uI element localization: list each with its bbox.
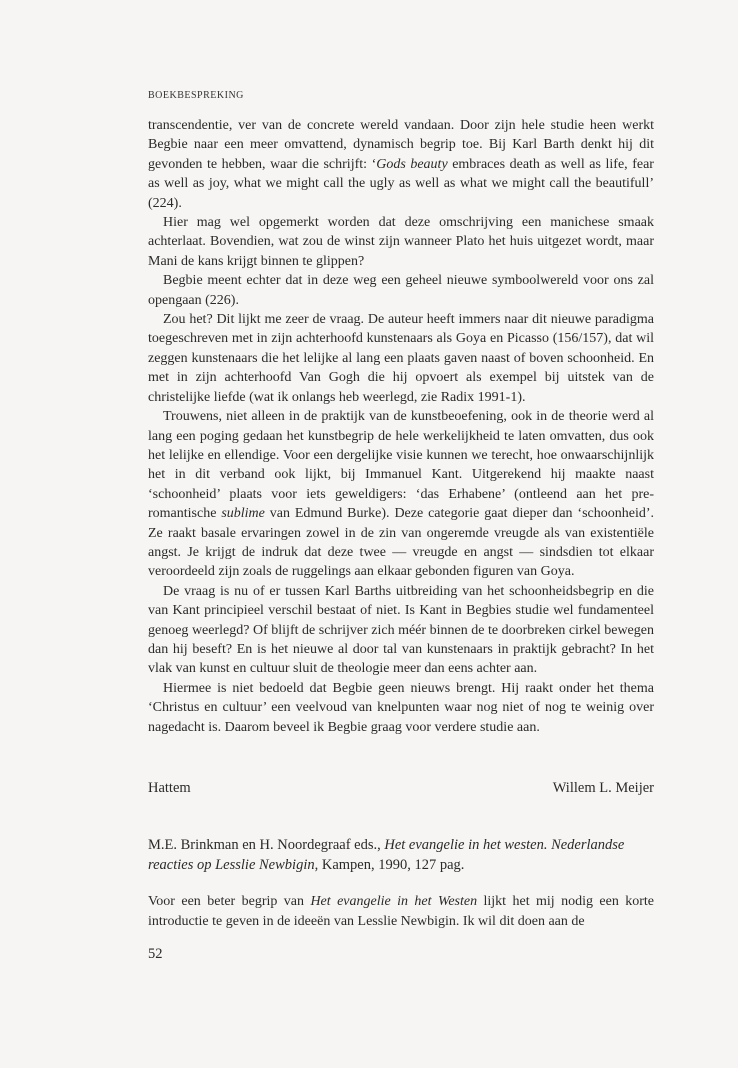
review-body-text: [148, 116, 654, 737]
signature-author: Willem L. Meijer: [552, 780, 654, 796]
paragraph-text: van Edmund Burke). Deze categorie gaat dieper dan ‘schoonheid’. Ze raakt basale ervaringen zowel in de zin van ongeremde vreugde als van existentiële angst. Je krijgt de indruk dat deze twee — vreugde en angst — sindsdien tot elkaar veroordeeld zijn zoals de ruggelings aan elkaar gebonden figuren van Goya.: [148, 506, 655, 580]
paragraph-text: Hiermee is niet bedoeld dat Begbie geen nieuws brengt. Hij raakt onder het thema ‘Christus en cultuur’ een veelvoud van knelpunten waar nog niet of nog te weinig over nagedacht is. Daarom beveel ik Begbie graag voor verdere studie aan.: [148, 680, 654, 735]
body-paragraph: [148, 310, 654, 407]
italic-phrase: sublime: [221, 506, 265, 522]
signature-place: Hattem: [148, 780, 191, 796]
running-head: BOEKBESPREKING: [148, 90, 244, 101]
intro-text-after: lijkt het mij nodig een korte introductie te geven in de ideeën van Lesslie Newbigin. Ik wil dit doen aan de: [148, 894, 655, 929]
review-signature: [148, 780, 654, 797]
review-intro-paragraph: [148, 892, 654, 932]
body-paragraph: [148, 582, 654, 679]
intro-text-before: Voor een beter begrip van: [148, 894, 311, 909]
intro-book-title: Het evangelie in het Westen: [310, 894, 478, 909]
citation-editors: M.E. Brinkman en H. Noordegraaf eds.,: [148, 837, 385, 853]
body-paragraph: [148, 271, 654, 310]
book-citation: [148, 835, 654, 875]
paragraph-text: Hier mag wel opgemerkt worden dat deze omschrijving een manichese smaak achterlaat. Bovendien, wat zou de winst zijn wanneer Plato het huis uitgezet wordt, maar Mani de kans krijgt binnen te glippen?: [148, 215, 654, 269]
italic-phrase: Gods beauty: [376, 156, 448, 172]
body-paragraph: [148, 213, 654, 271]
paragraph-text: De vraag is nu of er tussen Karl Barths uitbreiding van het schoonheidsbegrip en die van Kant principieel verschil bestaat of niet. Is Kant in Begbies studie wel fundamenteel genoeg weerlegd? Of blijft de schrijver zich méér binnen de te doorbreken cirkel bewegen dan hij beseft? En is het nieuwe al door tal van kunstenaars in praktijk gebracht? In het vlak van kunst en cultuur sluit de theologie meer dan eens achter aan.: [148, 583, 654, 677]
citation-title: Het evangelie in het westen. Nederlandse reacties op Lesslie Newbigin: [148, 837, 625, 873]
paragraph-text: Trouwens, niet alleen in de praktijk van de kunstbeoefening, ook in de theorie werd al lang een poging gedaan het kunstbegrip de hele werkelijkheid te laten omvatten, dus ook het lelijke en ellendige. Voor een dergelijke visie kunnen we terecht, hoe onwaarschijnlijk het in dit verband ook lijkt, bij Immanuel Kant. Uitgerekend hij maakte naast ‘schoonheid’ plaats voor iets geweldigers: ‘das Erhabene’ (ontleend aan het pre-romantische: [148, 409, 654, 522]
body-paragraph: [148, 407, 654, 582]
paragraph-text: transcendentie, ver van de concrete wereld vandaan. Door zijn hele studie heen werkt Begbie naar een meer omvattend, dynamisch begrip toe. Bij Karl Barth denkt hij dit gevonden te hebben, waar die schrijft: ‘: [148, 118, 654, 172]
paragraph-text: Begbie meent echter dat in deze weg een geheel nieuwe symboolwereld voor ons zal opengaan (226).: [148, 273, 654, 308]
body-paragraph: [148, 116, 654, 213]
citation-publication: , Kampen, 1990, 127 pag.: [314, 857, 465, 873]
page-number: 52: [148, 946, 163, 962]
paragraph-text: Zou het? Dit lijkt me zeer de vraag. De auteur heeft immers naar dit nieuwe paradigma toegeschreven met in zijn achterhoofd kunstenaars als Goya en Picasso (156/157), dat wil zeggen kunstenaars die het lelijke al lang een plaats gaven naast of boven schoonheid. En met in zijn achterhoofd Van Gogh die hij opvoert als exempel bij uitstek van de christelijke liefde (wat ik onlangs heb weerlegd, zie Radix 1991-1).: [148, 312, 654, 405]
paragraph-text: embraces death as well as life, fear as well as joy, what we might call the ugly as well as what we might call the beautifull’ (224).: [148, 156, 654, 211]
body-paragraph: [148, 679, 654, 737]
